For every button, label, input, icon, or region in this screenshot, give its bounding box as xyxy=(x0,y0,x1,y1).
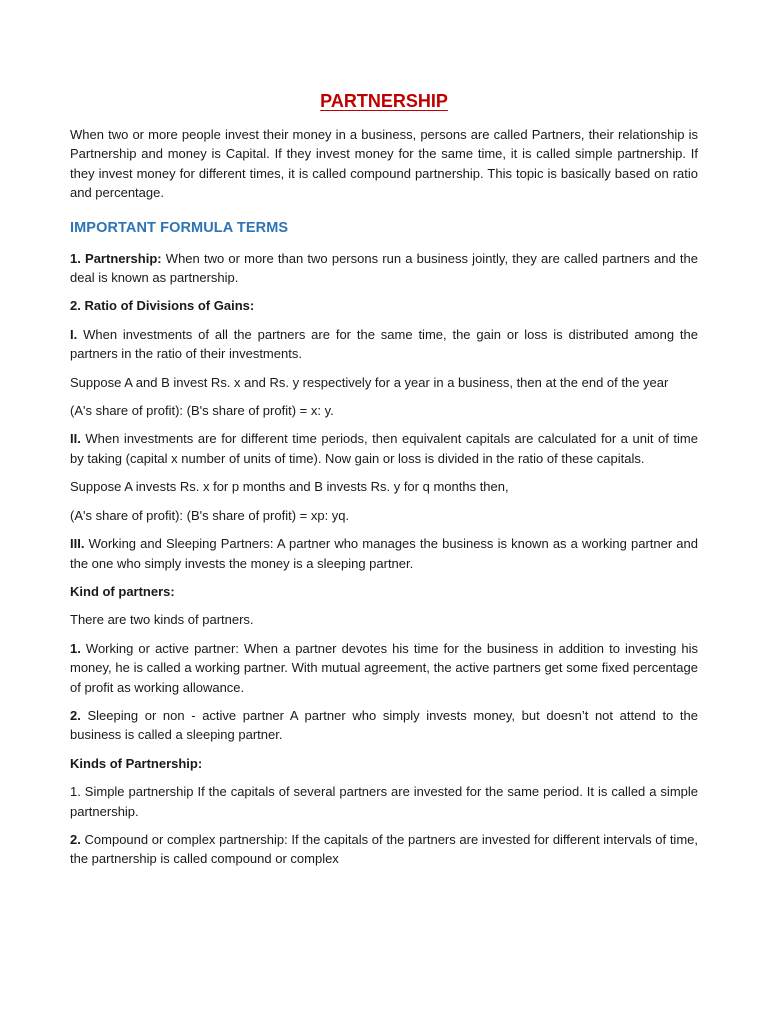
paragraph-simple-partnership: 1. Simple partnership If the capitals of several partners are invested for the same period. It is called a simple partnership. xyxy=(70,784,698,819)
paragraph-label: II. xyxy=(70,431,81,447)
intro-paragraph: When two or more people invest their money in a business, persons are called Partners, their relationship is Partnership and money is Capital. If they invest money for the same time, it is called simple partnership. If they invest money for different times, it is called compound partnership. This topic is basically based on ratio and percentage. xyxy=(70,127,698,201)
paragraph-label: Kinds of Partnership: xyxy=(70,755,203,771)
document-page xyxy=(70,88,698,878)
paragraph-label: 1. xyxy=(70,640,81,656)
paragraph-label: Kind of partners: xyxy=(70,583,175,599)
paragraph-rule-two xyxy=(70,429,698,468)
paragraph-rule-one xyxy=(70,325,698,364)
paragraph-formula-two: (A's share of profit): (B's share of profit) = xp: yq. xyxy=(70,507,350,523)
paragraph-label: III. xyxy=(70,536,85,552)
paragraph-label: 2. Ratio of Divisions of Gains: xyxy=(70,298,255,314)
paragraph-example-one: Suppose A and B invest Rs. x and Rs. y respectively for a year in a business, then at the end of the year xyxy=(70,374,669,390)
paragraph-compound-partnership xyxy=(70,830,698,869)
paragraph-sleeping-partner xyxy=(70,706,698,745)
paragraph-label: I. xyxy=(70,326,78,342)
paragraph-text: Compound or complex partnership: If the capitals of the partners are invested for different intervals of time, the partnership is called compound or complex xyxy=(70,831,698,867)
paragraph-label: 1. Partnership: xyxy=(70,250,162,266)
paragraph-two-kinds: There are two kinds of partners. xyxy=(70,612,254,628)
paragraph-text: When two or more than two persons run a business jointly, they are called partners and the deal is known as partnership. xyxy=(70,250,698,286)
paragraph-partnership xyxy=(70,249,698,288)
paragraph-ratio-heading xyxy=(70,296,698,315)
paragraph-text: Sleeping or non - active partner A partner who simply invests money, but doesn’t not attend to the business is called a sleeping partner. xyxy=(70,707,698,743)
paragraph-label: 2. xyxy=(70,707,81,723)
paragraph-formula-one: (A's share of profit): (B's share of profit) = x: y. xyxy=(70,403,334,419)
section-heading: IMPORTANT FORMULA TERMS xyxy=(70,219,289,236)
paragraph-example-two: Suppose A invests Rs. x for p months and B invests Rs. y for q months then, xyxy=(70,479,509,495)
paragraph-text: Working and Sleeping Partners: A partner who manages the business is known as a working partner and the one who simply invests the money is a sleeping partner. xyxy=(70,536,698,571)
paragraph-kinds-of-partnership xyxy=(70,754,698,773)
paragraph-rule-three xyxy=(70,534,698,573)
paragraph-text: Working or active partner: When a partner devotes his time for the business in addition to investing his money, he is called a working partner. With mutual agreement, the active partners get some fixed percentage of profit as working allowance. xyxy=(70,640,698,695)
paragraph-kind-of-partners xyxy=(70,582,698,601)
paragraph-working-partner xyxy=(70,639,698,697)
paragraph-text: When investments are for different time periods, then equivalent capitals are calculated for a unit of time by taking (capital x number of units of time). Now gain or loss is divided in the ratio of these capitals. xyxy=(70,431,698,466)
paragraph-text: When investments of all the partners are for the same time, the gain or loss is distributed among the partners in the ratio of their investments. xyxy=(70,326,698,362)
page-title: PARTNERSHIP xyxy=(320,91,448,111)
paragraph-label: 2. xyxy=(70,831,81,847)
